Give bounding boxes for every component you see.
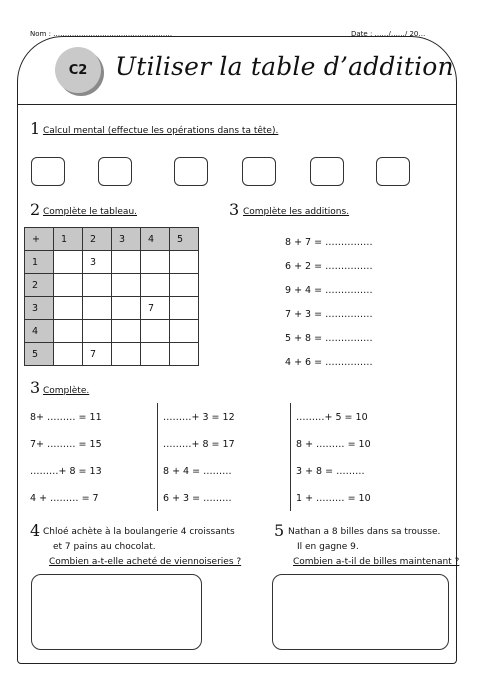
table-cell[interactable] — [141, 320, 170, 343]
table-cell: 3 — [112, 228, 141, 251]
date-field: Date : ……/……/ 20… — [351, 30, 426, 38]
table-cell[interactable] — [112, 251, 141, 274]
missing-term-item: ………+ 3 = 12 — [163, 412, 235, 423]
table-cell[interactable] — [54, 274, 83, 297]
table-cell: + — [25, 228, 54, 251]
table-cell[interactable] — [170, 274, 199, 297]
missing-term-item: ………+ 8 = 13 — [30, 466, 102, 477]
page-title: Utiliser la table d’addition — [115, 52, 454, 81]
missing-term-item: ………+ 5 = 10 — [296, 412, 368, 423]
table-cell: 5 — [25, 343, 54, 366]
table-cell: 2 — [83, 228, 112, 251]
mental-calc-box-5[interactable] — [310, 157, 344, 186]
addition-item: 4 + 6 = …………… — [285, 357, 373, 368]
title-divider — [17, 104, 457, 105]
addition-item: 5 + 8 = …………… — [285, 333, 373, 344]
table-cell[interactable] — [54, 297, 83, 320]
table-cell[interactable] — [54, 343, 83, 366]
table-cell: 2 — [25, 274, 54, 297]
level-badge-label: C2 — [68, 62, 88, 78]
table-cell: 3 — [25, 297, 54, 320]
missing-term-item: 8 + ……… = 10 — [296, 439, 371, 450]
table-cell[interactable] — [112, 297, 141, 320]
ex5-number: 5 — [274, 521, 285, 540]
missing-term-item: 8+ ……… = 11 — [30, 412, 102, 423]
table-cell[interactable] — [54, 320, 83, 343]
mental-calc-box-6[interactable] — [376, 157, 410, 186]
table-row — [25, 297, 199, 320]
missing-term-item: 6 + 3 = ……… — [163, 493, 232, 504]
level-badge — [55, 47, 101, 93]
table-cell: 4 — [141, 228, 170, 251]
table-cell[interactable] — [112, 274, 141, 297]
table-cell[interactable] — [141, 274, 170, 297]
name-field: Nom : …………………………………………… — [30, 30, 173, 38]
table-cell[interactable] — [141, 251, 170, 274]
table-cell[interactable] — [170, 297, 199, 320]
mental-calc-box-2[interactable] — [98, 157, 132, 186]
table-cell[interactable] — [170, 320, 199, 343]
ex4-line-1: Chloé achète à la boulangerie 4 croissants — [43, 527, 235, 537]
table-cell[interactable] — [170, 251, 199, 274]
table-cell: 5 — [170, 228, 199, 251]
ex4-question: Combien a-t-elle acheté de viennoiseries ? — [49, 557, 242, 567]
table-row — [25, 251, 199, 274]
mental-calc-box-1[interactable] — [31, 157, 65, 186]
table-cell: 7 — [141, 297, 170, 320]
table-cell[interactable] — [170, 343, 199, 366]
mental-calc-box-4[interactable] — [242, 157, 276, 186]
table-row — [25, 320, 199, 343]
table-cell: 1 — [54, 228, 83, 251]
table-row — [25, 274, 199, 297]
missing-term-item: 3 + 8 = ……… — [296, 466, 365, 477]
ex2-number: 2 — [30, 200, 41, 219]
mental-calc-box-3[interactable] — [174, 157, 208, 186]
ex4-answer-box[interactable] — [31, 574, 202, 650]
table-cell[interactable] — [83, 297, 112, 320]
ex4-number: 4 — [30, 521, 41, 540]
missing-term-item: 1 + ……… = 10 — [296, 493, 371, 504]
table-cell[interactable] — [83, 274, 112, 297]
ex5-line-2: Il en gagne 9. — [297, 542, 359, 552]
ex3b-number: 3 — [30, 378, 41, 397]
column-divider — [157, 403, 158, 511]
missing-term-item: 8 + 4 = ……… — [163, 466, 232, 477]
table-cell[interactable] — [112, 320, 141, 343]
ex2-instruction: Complète le tableau. — [43, 207, 138, 217]
table-row — [25, 343, 199, 366]
table-cell[interactable] — [83, 320, 112, 343]
table-cell: 4 — [25, 320, 54, 343]
addition-item: 6 + 2 = …………… — [285, 261, 373, 272]
ex5-answer-box[interactable] — [272, 574, 449, 650]
table-header-row — [25, 228, 199, 251]
table-cell[interactable] — [54, 251, 83, 274]
table-cell[interactable] — [141, 343, 170, 366]
ex3b-instruction: Complète. — [43, 386, 90, 396]
ex5-line-1: Nathan a 8 billes dans sa trousse. — [288, 527, 441, 537]
table-cell: 7 — [83, 343, 112, 366]
ex1-instruction: Calcul mental (effectue les opérations dans ta tête). — [43, 126, 279, 136]
addition-table — [24, 227, 199, 366]
ex1-number: 1 — [30, 119, 41, 138]
missing-term-item: 4 + ……… = 7 — [30, 493, 99, 504]
ex3a-number: 3 — [229, 200, 240, 219]
table-cell[interactable] — [112, 343, 141, 366]
table-cell: 3 — [83, 251, 112, 274]
missing-term-item: 7+ ……… = 15 — [30, 439, 102, 450]
ex5-question: Combien a-t-il de billes maintenant ? — [293, 557, 460, 567]
addition-item: 8 + 7 = …………… — [285, 237, 373, 248]
ex3a-instruction: Complète les additions. — [243, 207, 350, 217]
missing-term-item: ………+ 8 = 17 — [163, 439, 235, 450]
addition-item: 7 + 3 = …………… — [285, 309, 373, 320]
addition-item: 9 + 4 = …………… — [285, 285, 373, 296]
column-divider — [290, 403, 291, 511]
ex4-line-2: et 7 pains au chocolat. — [53, 542, 156, 552]
table-cell: 1 — [25, 251, 54, 274]
